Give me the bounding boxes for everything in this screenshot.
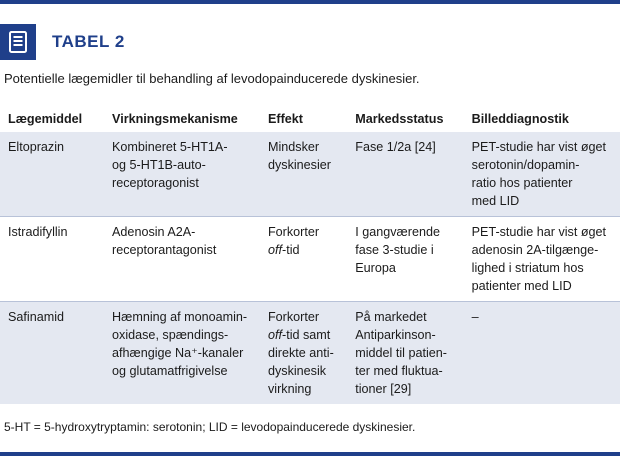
status-cell xyxy=(349,302,465,405)
cell-line: dyskinesier xyxy=(267,158,331,172)
cell-line: ratio hos patienter xyxy=(471,176,573,190)
cell-line: oxidase, spændings- xyxy=(112,328,229,342)
cell-text: -tid xyxy=(282,243,300,257)
cell-line: virkning xyxy=(267,382,312,396)
mechanism-cell xyxy=(106,217,262,302)
column-header: Billeddiagnostik xyxy=(471,112,569,126)
drug-table xyxy=(0,104,620,404)
cell-line: Antiparkinson- xyxy=(355,328,436,342)
column-header: Markedsstatus xyxy=(355,112,444,126)
cell-line: serotonin/dopamin- xyxy=(471,158,580,172)
cell-line: med LID xyxy=(471,194,520,208)
drug-cell: Eltoprazin xyxy=(0,132,106,217)
footnote: 5-HT = 5-hydroxytryptamin: serotonin; LID = levodopainducerede dyskinesier. xyxy=(4,420,416,434)
imaging-cell xyxy=(466,302,620,405)
cell-line: PET-studie har vist øget xyxy=(471,140,607,154)
bottom-rule xyxy=(0,452,620,456)
cell-line: afhængige Na⁺-kanaler xyxy=(112,346,244,360)
cell-line: receptorantagonist xyxy=(112,243,217,257)
effect-cell xyxy=(262,302,349,405)
table-header-row xyxy=(0,104,620,132)
cell-line: – xyxy=(471,310,479,324)
cell-line: Mindsker xyxy=(267,140,320,154)
cell-text: -tid samt xyxy=(282,328,331,342)
table-row xyxy=(0,132,620,217)
cell-line: og glutamatfrigivelse xyxy=(112,364,228,378)
cell-line: lighed i striatum hos xyxy=(471,261,584,275)
cell-line: fase 3-studie i xyxy=(355,243,434,257)
mechanism-cell xyxy=(106,132,262,217)
cell-line: Europa xyxy=(355,261,396,275)
cell-line: Adenosin A2A- xyxy=(112,225,196,239)
top-rule xyxy=(0,0,620,4)
cell-line: Forkorter xyxy=(267,310,320,324)
effect-cell xyxy=(262,217,349,302)
column-header: Lægemiddel xyxy=(8,112,83,126)
cell-line: patienter med LID xyxy=(471,279,572,293)
cell-line: På markedet xyxy=(355,310,427,324)
cell-line: Forkorter xyxy=(267,225,320,239)
cell-line xyxy=(268,326,343,344)
table-header xyxy=(0,24,620,60)
cell-line: Kombineret 5-HT1A- xyxy=(112,140,228,154)
table-row xyxy=(0,217,620,302)
cell-line: ter med fluktua- xyxy=(355,364,443,378)
cell-line: Hæmning af monoamin- xyxy=(112,310,248,324)
italic-term: off xyxy=(267,328,282,342)
status-cell xyxy=(349,132,465,217)
effect-cell xyxy=(262,132,349,217)
column-header: Virkningsmekanisme xyxy=(112,112,238,126)
cell-line: middel til patien- xyxy=(355,346,447,360)
cell-line: receptoragonist xyxy=(112,176,199,190)
cell-line: adenosin 2A-tilgænge- xyxy=(471,243,599,257)
italic-term: off xyxy=(267,243,282,257)
imaging-cell xyxy=(466,217,620,302)
cell-line: tioner [29] xyxy=(355,382,412,396)
imaging-cell xyxy=(466,132,620,217)
table-caption: Potentielle lægemidler til behandling af levodopainducerede dyskinesier. xyxy=(4,71,420,86)
mechanism-cell xyxy=(106,302,262,405)
cell-line: PET-studie har vist øget xyxy=(471,225,607,239)
cell-line: og 5-HT1B-auto- xyxy=(112,158,206,172)
drug-cell: Istradifyllin xyxy=(8,225,68,239)
cell-line: direkte anti- xyxy=(267,346,334,360)
table-title: TABEL 2 xyxy=(52,32,125,51)
list-document-icon xyxy=(0,24,36,60)
cell-line: dyskinesik xyxy=(267,364,327,378)
table-row xyxy=(0,302,620,405)
cell-line: I gangværende xyxy=(355,225,440,239)
status-cell xyxy=(349,217,465,302)
cell-line: Fase 1/2a [24] xyxy=(355,140,436,154)
cell-line xyxy=(268,241,343,259)
drug-cell: Safinamid xyxy=(0,302,106,405)
column-header: Effekt xyxy=(267,112,303,126)
